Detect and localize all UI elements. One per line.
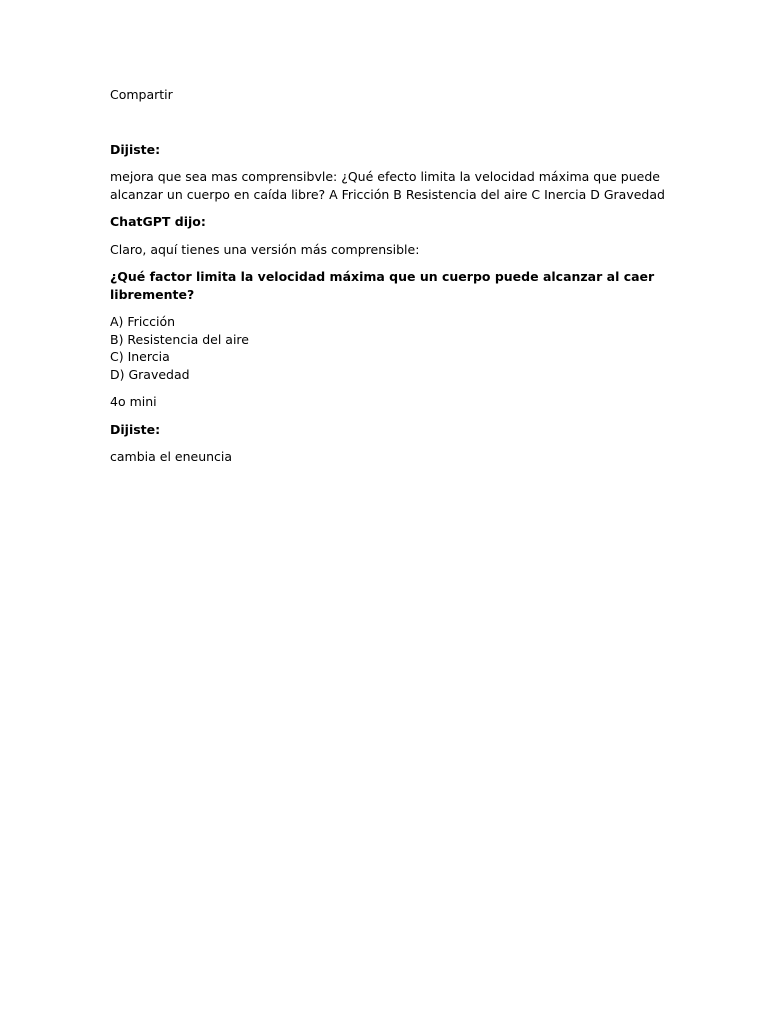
user-message: mejora que sea mas comprensibvle: ¿Qué efecto limita la velocidad máxima que puede alcanzar un cuerpo en caída libre? A Fricción B Resistencia del aire C Inercia D Gravedad [110, 169, 665, 202]
user-message-second: cambia el eneuncia [110, 449, 233, 464]
assistant-label: ChatGPT dijo: [110, 214, 206, 229]
share-text: Compartir [110, 87, 173, 102]
option-b: B) Resistencia del aire [110, 331, 249, 347]
model-name: 4o mini [110, 394, 157, 409]
user-label: Dijiste: [110, 141, 161, 157]
answer-options [110, 313, 670, 383]
option-a: A) Fricción [110, 314, 176, 329]
assistant-question: ¿Qué factor limita la velocidad máxima que un cuerpo puede alcanzar al caer libremente? [110, 269, 655, 302]
option-d: D) Gravedad [110, 366, 190, 382]
assistant-intro: Claro, aquí tienes una versión más comprensible: [110, 241, 420, 257]
document-page [110, 86, 670, 466]
user-label-second: Dijiste: [110, 421, 161, 437]
option-c: C) Inercia [110, 349, 170, 364]
